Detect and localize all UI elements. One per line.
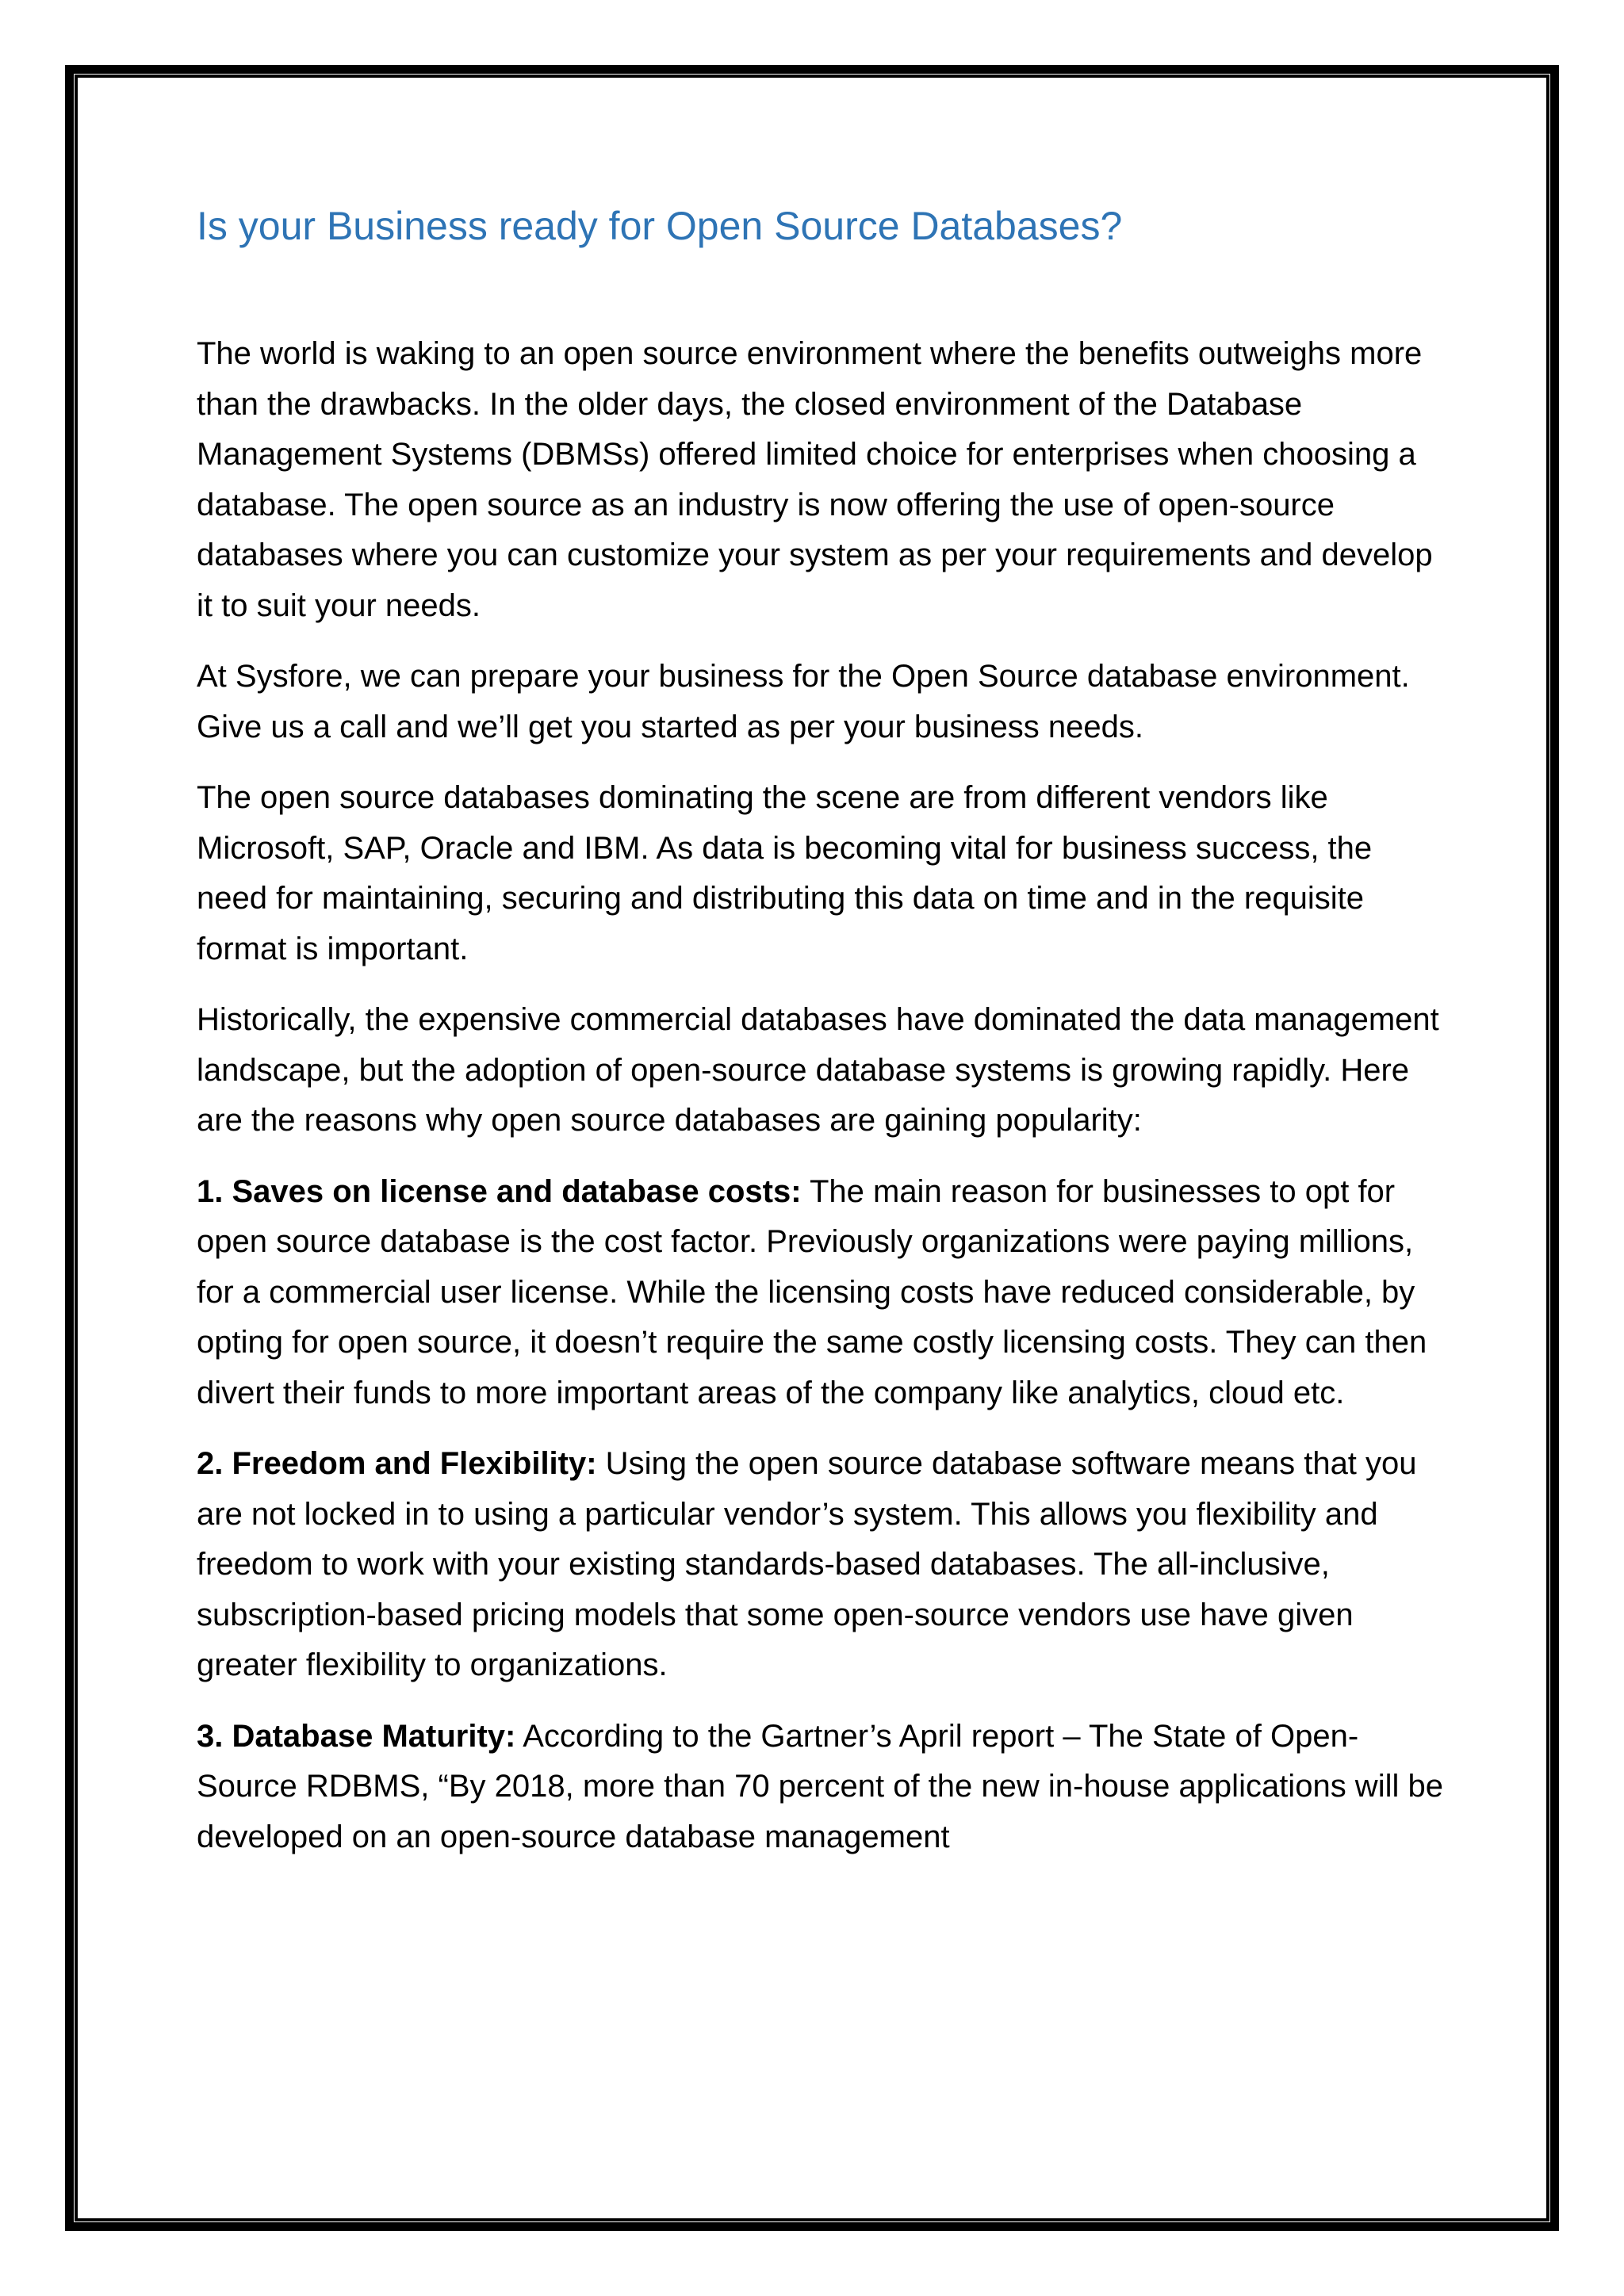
reason-text: The main reason for businesses to opt for open source database is the cost factor. Previously organizations were paying millions, for a commercial user license. While the licensing costs have reduced considerable, by opting for open source, it doesn’t require the same costly licensing costs. They can then divert their funds to more important areas of the company like analytics, cloud etc. — [197, 1173, 1427, 1410]
reason-database-maturity — [197, 1712, 1450, 1863]
document-title: Is your Business ready for Open Source Databases? — [197, 204, 1123, 248]
paragraph-intro — [197, 329, 1450, 631]
paragraph-text: Historically, the expensive commercial databases have dominated the data management landscape, but the adoption of open-source database systems is growing rapidly. Here are the reasons why open source databases are gaining popularity: — [197, 1002, 1439, 1138]
paragraph-vendors — [197, 773, 1450, 974]
document-body — [197, 198, 1450, 1883]
reason-text: According to the Gartner’s April report – The State of Open-Source RDBMS, “By 2018, more than 70 percent of the new in-house applications will be developed on an open-source database management — [197, 1718, 1443, 1854]
reason-license-costs — [197, 1167, 1450, 1419]
reason-heading: 2. Freedom and Flexibility: — [197, 1446, 597, 1481]
paragraph-text: At Sysfore, we can prepare your business for the Open Source database environment. Give us a call and we’ll get you started as per your business needs. — [197, 659, 1410, 744]
reason-heading: 3. Database Maturity: — [197, 1718, 516, 1754]
reason-freedom-flexibility — [197, 1439, 1450, 1691]
reason-text: Using the open source database software means that you are not locked in to using a particular vendor’s system. This allows you flexibility and freedom to work with your existing standards-based databases. The all-inclusive, subscription-based pricing models that some open-source vendors use have given greater flexibility to organizations. — [197, 1446, 1417, 1682]
reason-heading: 1. Saves on license and database costs: — [197, 1173, 802, 1209]
paragraph-sysfore — [197, 652, 1450, 752]
paragraph-text: The world is waking to an open source environment where the benefits outweighs more than the drawbacks. In the older days, the closed environment of the Database Management Systems (DBMSs) offered limited choice for enterprises when choosing a database. The open source as an industry is now offering the use of open-source databases where you can customize your system as per your requirements and develop it to suit your needs. — [197, 336, 1433, 623]
paragraph-history — [197, 995, 1450, 1146]
paragraph-text: The open source databases dominating the scene are from different vendors like Microsoft, SAP, Oracle and IBM. As data is becoming vital for business success, the need for maintaining, securing and distributing this data on time and in the requisite format is important. — [197, 780, 1373, 966]
